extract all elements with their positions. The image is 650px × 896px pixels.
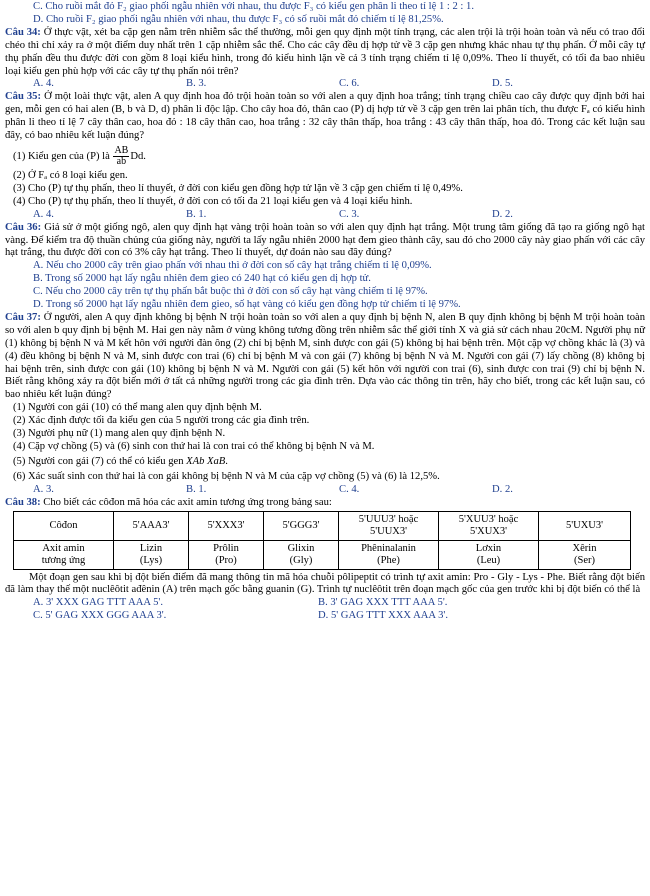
q37-statement-4: (4) Cặp vợ chồng (5) và (6) sinh con thứ hai là con trai có thể không bị bệnh N và M. [13,441,375,452]
table-cell: Phêninalanin (Phe) [339,540,439,569]
table-cell: Prôlin (Pro) [189,540,264,569]
q35-options [33,209,645,222]
q35-statement-4: (4) Cho (P) tự thụ phấn, theo lí thuyết, ở đời con có tối đa 21 loại kiểu gen và 4 loại kiểu hình. [13,195,413,207]
q38-options-row1 [33,597,645,610]
q34-option-a: A. 4. [33,78,54,90]
question-37: Câu 37: Ở người, alen A quy định không bị bệnh N trội hoàn toàn so với alen a quy định bị bệnh N, alen B quy định không bị bệnh M trội hoàn toàn so với alen b quy định bị bệnh M. Hai gen này nằm ở vùng không tương đồng trên nhiễm sắc thể giới tính X và giả sử cách nhau 20cM. Người phụ nữ (1) không bị bệnh N và M kết hôn với người đàn ông (2) chỉ bị bệnh M, sinh được con gái (5) không bị hai bệnh trên. Một cặp vợ chồng khác là (3) và (4) đều không bị bệnh N và M, sinh được con trai (6) chỉ bị bệnh M và con gái (7) không bị bệnh N và M. Người con gái (7) lấy chồng (8) không bị hai bệnh trên, sinh được con gái (10) không bị bệnh N và M. Người con gái (5) kết hôn với người con trai (6), sinh được con trai (9) chỉ bị bệnh N. Biết rằng không xảy ra đột biến mới ở tất cả những người trong các gia đình trên. Dựa vào các thông tin trên, hãy cho biết, trong các kết luận sau, có bao nhiêu kết luận đúng? [5,311,646,401]
q38-options-row2 [33,610,645,623]
q37-option-d: D. 2. [492,483,513,495]
q34-options [33,78,645,91]
genotype-x: XAb XaB [186,455,226,467]
table-cell: Lơxin (Leu) [439,540,539,569]
q37-statement-3: (3) Người phụ nữ (1) mang alen quy định bệnh N. [13,428,226,440]
q34-option-c: C. 6. [339,78,360,90]
q37-statement-6: (6) Xác suất sinh con thứ hai là con gái không bị bệnh N và M của cặp vợ chồng (5) và (6) là 12,5%. [13,470,440,482]
table-cell: 5'GGG3' [264,511,339,540]
table-cell: 5'AAA3' [114,511,189,540]
table-cell: 5'UXU3' [539,511,631,540]
q38-option-d: D. 5' GAG TTT XXX AAA 3'. [318,610,448,622]
q37-statement-1: (1) Người con gái (10) có thể mang alen quy định bệnh M. [13,402,262,414]
genotype-fraction: $\frac{AB}{ab}$ [114,144,129,167]
q34-option-d: D. 5. [492,78,513,90]
q35-statement-3: (3) Cho (P) tự thụ phấn, theo lí thuyết, ở đời con kiểu gen đồng hợp tử lặn về 3 cặp gen chiếm tỉ lệ 0,49%. [13,182,463,194]
table-cell: 5'XXX3' [189,511,264,540]
q36-option-c: C. Nếu cho 2000 cây trên tự thụ phấn bắt buộc thì ở đời con số cây hạt vàng chiếm tỉ lệ 97%. [33,286,428,298]
q37-statement-5: (5) Người con gái (7) có thể có kiểu gen XAb XaB. [13,455,228,467]
q35-statement-2: (2) Ở Fₐ có 8 loại kiểu gen. [13,169,128,181]
question-36: Câu 36: Giả sử ở một giống ngô, alen quy định hạt vàng trội hoàn toàn so với alen quy định hạt trắng. Một trung tâm giống đã tạo ra giống ngô hạt vàng. Để kiểm tra độ thuần chủng của giống này, người ta lấy ngẫu nhiên 2000 hạt đem gieo thành cây, sau đó cho 2000 cây này giao phấn với các cây hạt trắng, thu được đời con có 3% cây hạt trắng. Theo lí thuyết, dự đoán nào sau đây đúng? [5,221,646,259]
q37-option-b: B. 1. [186,483,207,495]
table-cell: 5'XUU3' hoặc 5'XUX3' [439,511,539,540]
question-34: Câu 34: Ở thực vật, xét ba cặp gen nằm trên nhiễm sắc thể thường, mỗi gen quy định một tính trạng, các alen trội là trội hoàn toàn và nếu có trao đổi chéo thì chỉ xảy ra ở một điểm duy nhất trên 1 cặp nhiễm sắc thể. Cho các cây đều dị hợp tử về 3 cặp gen nhưng khác nhau tự thụ phấn. Ở mỗi cây tự thụ phấn đều thu được đời con gồm 8 loại kiểu hình, trong đó kiểu hình lặn về cả 3 tính trạng chiếm tỉ lệ 0,09%. Theo lí thuyết, có tối đa bao nhiêu loại kiểu gen phù hợp với các cây tự thụ phấn nói trên? [5,26,645,77]
table-row-codons [14,511,631,540]
q34-option-b: B. 3. [186,78,207,90]
table-cell: 5'UUU3' hoặc 5'UUX3' [339,511,439,540]
table-row-amino-acids [14,540,631,569]
q35-option-a: A. 4. [33,208,54,220]
table-cell: Axit amin tương ứng [14,540,114,569]
document-page [5,0,645,623]
q37-option-a: A. 3. [33,483,54,495]
q36-option-b: B. Trong số 2000 hạt lấy ngẫu nhiên đem gieo có 240 hạt có kiểu gen dị hợp tử. [33,273,371,285]
q38-option-c: C. 5' GAG XXX GGG AAA 3'. [33,610,167,622]
q36-option-d: D. Trong số 2000 hạt lấy ngẫu nhiên đem gieo, số hạt vàng có kiểu gen đồng hợp tử chiếm tỉ lệ 97%. [33,299,461,311]
q38-option-a: A. 3' XXX GAG TTT AAA 5'. [33,597,163,609]
q38-paragraph: Một đoạn gen sau khi bị đột biến điểm đã mang thông tin mã hóa chuỗi pôlipeptit có trình tự axit amin: Pro - Gly - Lys - Phe. Biết rằng đột biến đã làm thay thế một nuclêôtit ađênin (A) trên mạch gốc bằng guanin (G). Trình tự nuclêôtit trên đoạn mạch gốc của gen trước khi bị đột biến có thể là [5,571,645,596]
q35-option-d: D. 2. [492,208,513,220]
q33-option-d: D. Cho ruồi F₂ giao phối ngẫu nhiên với nhau, thu được F₃ có số ruồi mắt đỏ chiếm tỉ lệ 81,25%. [33,13,444,25]
q35-option-b: B. 1. [186,208,207,220]
question-35: Câu 35: Ở một loài thực vật, alen A quy định hoa đỏ trội hoàn toàn so với alen a quy định hoa trắng; tính trạng chiều cao cây được quy định bởi hai gen, mỗi gen có hai alen (B, b và D, d) phân li độc lập. Cho cây hoa đỏ, thân cao (P) dị hợp tử về 3 cặp gen trên lai phân tích, thu được Fₐ có kiểu hình phân li theo tỉ lệ 7 cây thân cao, hoa đỏ : 18 cây thân cao, hoa trắng : 32 cây thân thấp, hoa trắng : 43 cây thân thấp, hoa đỏ. Trong các kết luận sau đây, có bao nhiêu kết luận đúng? [5,91,645,142]
question-38: Câu 38: Cho biết các côđon mã hóa các axit amin tương ứng trong bảng sau: [5,496,332,508]
table-cell: Glixin (Gly) [264,540,339,569]
q35-option-c: C. 3. [339,208,360,220]
q37-options [33,484,645,497]
q35-statement-1: (1) Kiểu gen của (P) là $\frac{AB}{ab}$ Dd. [13,144,146,167]
codon-table [13,511,631,570]
table-cell: Lizin (Lys) [114,540,189,569]
q36-option-a: A. Nếu cho 2000 cây trên giao phấn với nhau thì ở đời con số cây hạt trắng chiếm tỉ lệ 0,09%. [33,260,432,272]
q38-option-b: B. 3' GAG XXX TTT AAA 5'. [318,597,448,609]
table-cell: Xêrin (Ser) [539,540,631,569]
table-cell: Côđon [14,511,114,540]
q33-option-c: C. Cho ruồi mắt đỏ F₂ giao phối ngẫu nhiên với nhau, thu được F₃ có kiểu gen phân li theo tỉ lệ 1 : 2 : 1. [33,1,474,12]
q37-option-c: C. 4. [339,483,360,495]
q37-statement-2: (2) Xác định được tối đa kiểu gen của 5 người trong các gia đình trên. [13,415,310,427]
